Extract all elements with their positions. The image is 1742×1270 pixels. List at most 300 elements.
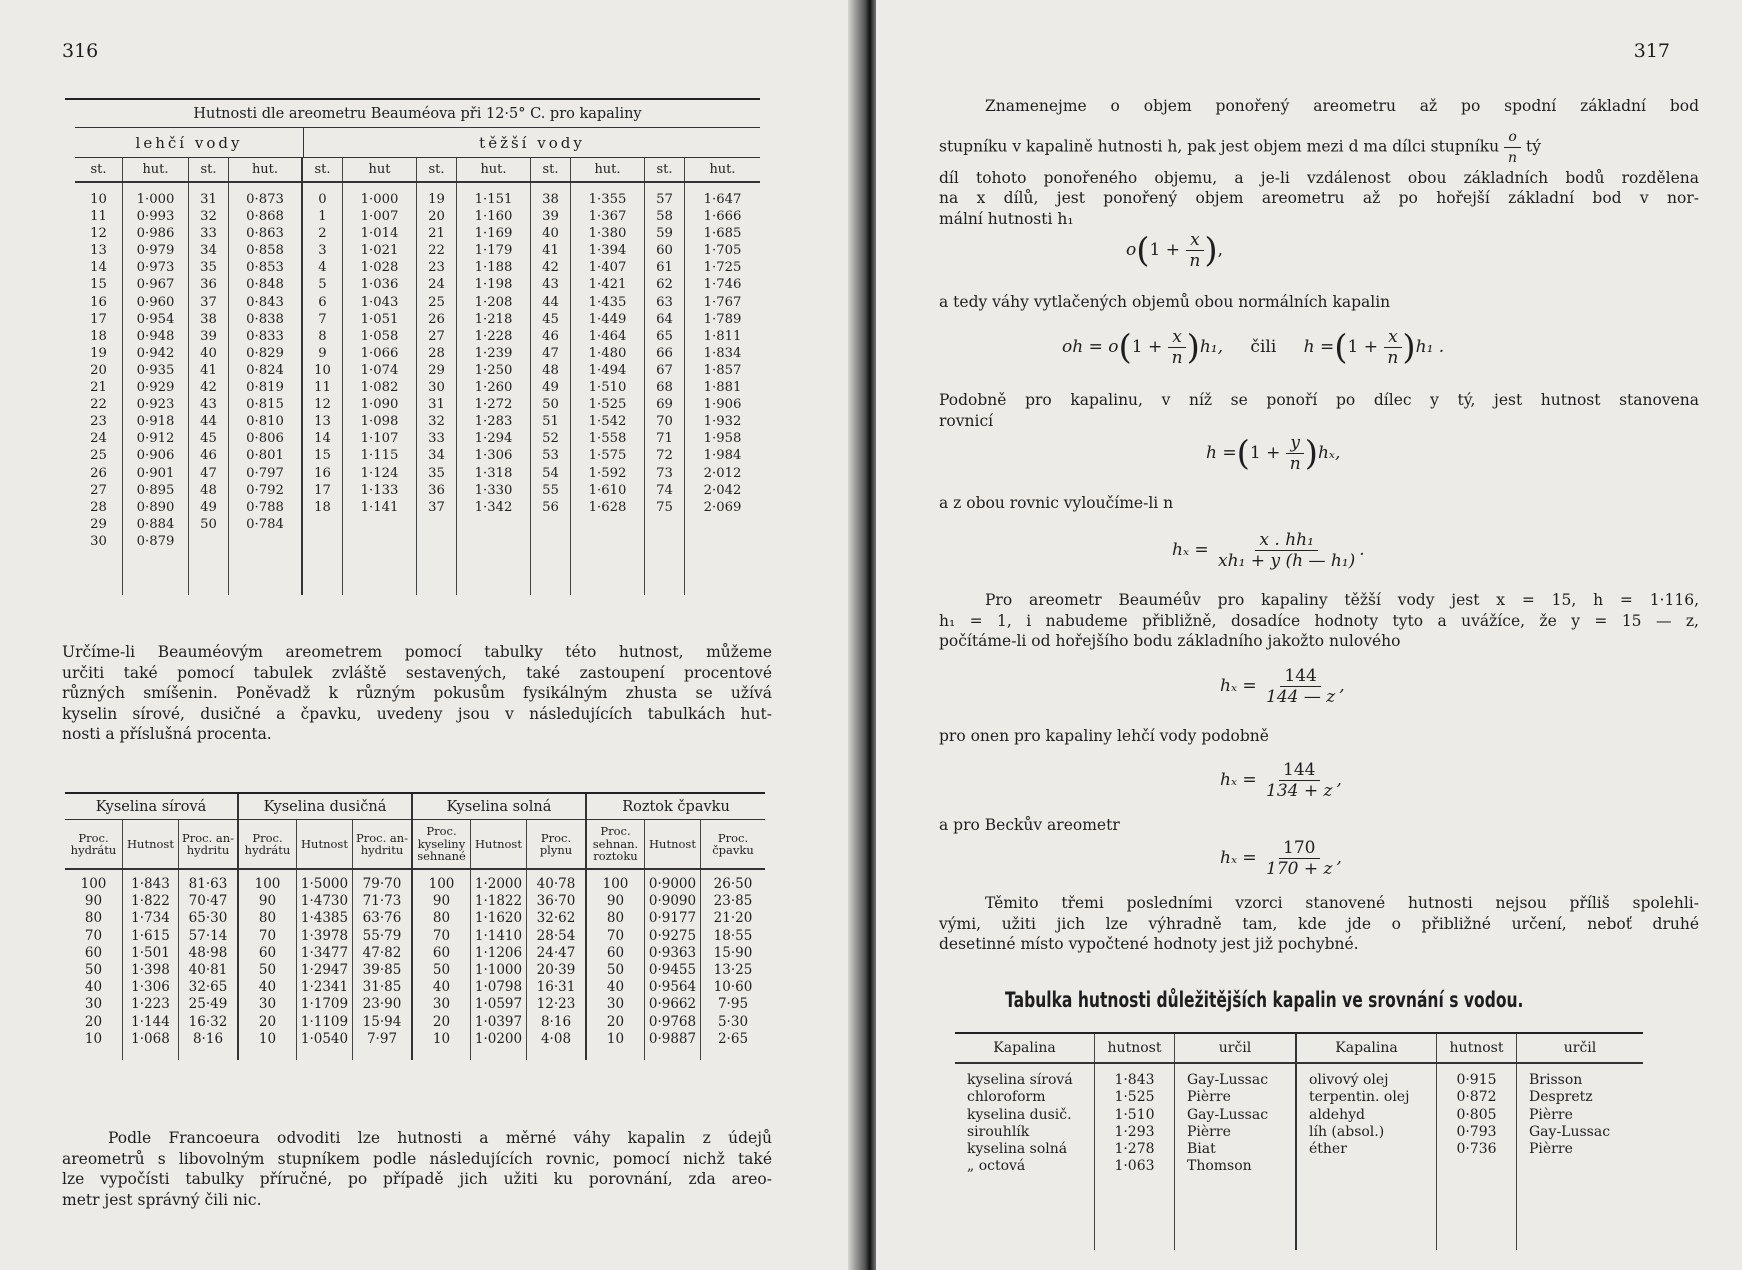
table-cell: 40·78: [536, 876, 576, 892]
table-cell: 1·1206: [474, 944, 523, 961]
column-header: Hutnost: [123, 820, 179, 868]
formula-3: h =(1 + $\frac{y}{n}$ )hₓ,: [1206, 433, 1341, 474]
table-cell: 23·85: [713, 893, 753, 910]
density-table: [65, 98, 760, 605]
table-column: [179, 870, 239, 1060]
column-header: Kapalina: [1297, 1034, 1437, 1062]
formula-4: [1172, 530, 1365, 571]
table-cell: 74: [656, 482, 673, 498]
table-cell: 0·863: [246, 226, 284, 242]
table-cell: 0·9662: [648, 996, 697, 1013]
table-cell: 1·068: [131, 1030, 170, 1047]
table-cell: 0·9363: [648, 944, 697, 961]
table-cell: 1·082: [360, 380, 399, 396]
table-cell: 1·464: [588, 328, 627, 344]
table-cell: 35: [200, 260, 217, 276]
table-cell: 62: [656, 277, 673, 293]
table-column: [645, 870, 701, 1060]
fraction-denominator: n: [1189, 251, 1201, 271]
table-column: [239, 870, 297, 1060]
table-cell: 0·793: [1456, 1123, 1497, 1140]
table-cell: 1·1000: [474, 962, 523, 979]
table-cell: „ octová: [967, 1158, 1026, 1175]
table-cell: 64: [656, 311, 673, 327]
table-cell: 90: [258, 893, 277, 910]
table-cell: 23·90: [362, 996, 402, 1013]
table-cell: 1·510: [588, 380, 627, 396]
table-cell: 36: [428, 482, 445, 498]
fraction-numerator: y: [1286, 433, 1304, 454]
table-cell: 1·179: [474, 243, 513, 259]
table-cell: 37: [428, 499, 445, 515]
table-cell: 16·32: [188, 1013, 228, 1030]
table-cell: 0·843: [246, 294, 284, 310]
formula-text: o: [1126, 240, 1137, 260]
table-cell: 1·272: [474, 397, 513, 413]
fraction-denominator: n: [1387, 348, 1399, 368]
table-cell: 1·058: [360, 328, 399, 344]
group-heavy: těžší vody: [479, 134, 585, 152]
formula-text: hₓ =: [1220, 676, 1257, 696]
table-cell: 40: [258, 979, 277, 996]
group-light: lehčí vody: [75, 128, 304, 157]
table-cell: 20·39: [536, 962, 576, 979]
table-cell: 38: [200, 311, 217, 327]
table-column: [123, 870, 179, 1060]
table-cell: 1·208: [474, 294, 513, 310]
table-cell: chloroform: [967, 1089, 1046, 1106]
text-line: Znamenejme o objem ponořený areometru až po spodní základní bod: [985, 97, 1699, 115]
table-cell: Despretz: [1529, 1089, 1593, 1106]
table-cell: Pièrre: [1187, 1123, 1231, 1140]
table-cell: 32·65: [188, 979, 228, 996]
table-cell: 36·70: [536, 893, 576, 910]
table-cell: 32: [428, 414, 445, 430]
table-cell: 1·007: [360, 209, 399, 225]
table-cell: 1·575: [588, 448, 627, 464]
table-cell: 81·63: [188, 876, 228, 892]
table-cell: 1·449: [588, 311, 627, 327]
table-cell: 4·08: [540, 1030, 572, 1047]
table-cell: 1·398: [131, 962, 170, 979]
table-cell: 0·9887: [648, 1030, 697, 1047]
table-cell: 70: [656, 414, 673, 430]
table-cell: 65·30: [188, 910, 228, 927]
table-cell: 51: [542, 414, 559, 430]
table-cell: 0·815: [246, 397, 284, 413]
fraction-denominator: n: [1171, 348, 1183, 368]
table-cell: 7·95: [717, 996, 749, 1013]
table-cell: 60: [432, 944, 451, 961]
text-line: a pro Beckův areometr: [939, 816, 1120, 834]
table-cell: 1·318: [474, 465, 513, 481]
fraction-denominator: 170 + z: [1266, 859, 1333, 879]
table-cell: 8: [318, 328, 327, 344]
table-cell: 15·90: [713, 944, 753, 961]
table-cell: 60: [606, 944, 625, 961]
column-header: st.: [75, 158, 123, 181]
column-header: Proc. čpavku: [712, 830, 754, 857]
table-cell: 72: [656, 448, 673, 464]
formula-5: [1220, 666, 1345, 707]
text-line: h₁ = 1, i nabudeme přibližně, dosadíce hodnoty tyto a uvážíce, že y = 15 — z,: [939, 611, 1699, 630]
table-cell: Gay-Lussac: [1187, 1106, 1269, 1123]
table-cell: 0·935: [136, 362, 175, 378]
text-line: určiti také pomocí tabulek zvláště sestavených, také zastoupení procentové: [62, 663, 772, 682]
table-cell: 1·480: [588, 345, 627, 361]
table-cell: 47: [200, 465, 217, 481]
table-cell: 34: [200, 243, 217, 259]
table-cell: 1·906: [703, 397, 742, 413]
table-column: [413, 870, 471, 1060]
fraction-numerator: x: [1186, 230, 1204, 251]
column-header: Proc. hydrátu: [65, 820, 123, 868]
table-cell: 1·294: [474, 431, 513, 447]
formula-text: h₁ .: [1415, 337, 1445, 357]
table-cell: 1·0597: [474, 996, 523, 1013]
table-cell: 1·000: [360, 192, 399, 207]
table-cell: 10·60: [713, 979, 753, 996]
table-cell: 1·278: [1114, 1141, 1155, 1158]
table-cell: 1·834: [703, 345, 742, 361]
text-weights: [939, 292, 1699, 313]
column-header: určil: [1563, 1040, 1597, 1056]
table-column: [471, 870, 527, 1060]
table-cell: 1·000: [136, 192, 175, 207]
table-cell: 0·810: [246, 414, 284, 430]
table-cell: 0·915: [1456, 1072, 1497, 1088]
table-cell: 30: [606, 996, 625, 1013]
table-cell: 1·394: [588, 243, 627, 259]
table-cell: 1·115: [360, 448, 399, 464]
table-cell: 22: [90, 397, 107, 413]
table-cell: 68: [656, 380, 673, 396]
table-cell: 15: [314, 448, 331, 464]
table-cell: 17: [90, 311, 107, 327]
column-header: Proc. plynu: [527, 820, 587, 868]
table-cell: 1·494: [588, 362, 627, 378]
table-column: [571, 183, 645, 595]
text-line: metr jest správný čili nic.: [62, 1190, 262, 1209]
table-cell: 1·421: [588, 277, 627, 293]
table-cell: 1·0200: [474, 1030, 523, 1047]
table-cell: 30: [432, 996, 451, 1013]
table-cell: 1·293: [1114, 1123, 1155, 1140]
table-cell: 0·853: [246, 260, 284, 276]
fraction-numerator: 144: [1280, 666, 1320, 687]
paragraph-intro: [939, 96, 1699, 229]
table-cell: 1·407: [588, 260, 627, 276]
table-cell: 1·1822: [474, 893, 523, 910]
table-cell: 63·76: [362, 910, 402, 927]
table-cell: 50: [542, 397, 559, 413]
table-cell: 1·734: [131, 910, 170, 927]
table-cell: 48·98: [188, 944, 228, 961]
table-cell: 90: [432, 893, 451, 910]
table-cell: 41: [200, 362, 217, 378]
group-nitric: Kyselina dusičná: [239, 794, 413, 819]
table-cell: 1·250: [474, 362, 513, 378]
column-header: st.: [189, 158, 229, 181]
column-header: Proc. kyseliny sehnané: [413, 820, 471, 868]
table-cell: 1·610: [588, 482, 627, 498]
table-cell: 1·218: [474, 311, 513, 327]
table-cell: 56: [542, 499, 559, 515]
fraction-numerator: o: [1504, 127, 1520, 148]
table-cell: 23: [428, 260, 445, 276]
table-cell: 20: [84, 1013, 103, 1030]
table-cell: 80: [258, 910, 277, 927]
table-cell: Pièrre: [1529, 1141, 1573, 1158]
table-cell: Biat: [1187, 1141, 1216, 1158]
table-cell: 0·9177: [648, 910, 697, 927]
column-header: Proc. an-hydritu: [179, 820, 239, 868]
table-cell: 47: [542, 345, 559, 361]
table-column: [587, 870, 645, 1060]
formula-text: h₁,: [1199, 337, 1224, 357]
table-cell: 0·967: [136, 277, 175, 293]
table-cell: 1·283: [474, 414, 513, 430]
table-cell: 0·833: [246, 328, 284, 344]
column-header: hut.: [123, 158, 189, 181]
table-cell: 30: [90, 533, 107, 549]
table-cell: 0·884: [136, 516, 175, 532]
text-line: areometrů s libovolným stupníkem podle následujících rovnic, pomocí nichž také: [62, 1149, 772, 1168]
table-cell: 15: [90, 277, 107, 293]
formula-text: .: [1359, 540, 1365, 560]
table-cell: 46: [542, 328, 559, 344]
table-cell: 32·62: [536, 910, 576, 927]
table-cell: 21·20: [713, 910, 753, 927]
formula-7: [1220, 838, 1342, 879]
table-cell: 13: [314, 414, 331, 430]
text-line: [939, 127, 1699, 168]
table-cell: 1·958: [703, 431, 742, 447]
table-cell: 37: [200, 294, 217, 310]
table-cell: 0·797: [246, 465, 284, 481]
table-cell: kyselina solná: [967, 1141, 1068, 1158]
table-cell: 0·805: [1456, 1106, 1497, 1123]
text-line: pro onen pro kapaliny lehčí vody podobně: [939, 727, 1269, 745]
table-cell: 1·647: [703, 192, 742, 207]
column-header: hut: [343, 158, 417, 181]
table-column: [1175, 1064, 1297, 1250]
table-cell: 58: [656, 209, 673, 225]
table-cell: 1·169: [474, 226, 513, 242]
fraction-denominator: xh₁ + y (h — h₁): [1218, 551, 1356, 571]
table-cell: 40: [84, 979, 103, 996]
table-cell: Brisson: [1529, 1072, 1583, 1088]
table-cell: 80: [606, 910, 625, 927]
fraction: [1262, 838, 1336, 879]
table-cell: 1·014: [360, 226, 399, 242]
column-header: Proc. an-hydritu: [353, 820, 413, 868]
table-cell: 79·70: [362, 876, 402, 892]
column-header: Proc. sehnan. roztoku: [587, 820, 645, 868]
column-header: hut.: [709, 162, 736, 177]
table-cell: 34: [428, 448, 445, 464]
column-header: Kapalina: [955, 1034, 1095, 1062]
table-cell: 20: [90, 362, 107, 378]
table-cell: 0·792: [246, 482, 284, 498]
table-cell: 1·188: [474, 260, 513, 276]
table-cell: 67: [656, 362, 673, 378]
table-cell: 0·868: [246, 209, 284, 225]
density-table-title: Hutnosti dle areometru Beauméova při 12·5° C. pro kapaliny: [75, 100, 760, 128]
table-cell: 61: [656, 260, 673, 276]
acid-table-body: [65, 870, 765, 1060]
table-cell: 1·746: [703, 277, 742, 293]
text-line: Pro areometr Beauméův pro kapaliny těžší vody jest x = 15, h = 1·116,: [985, 591, 1699, 609]
column-header: určil: [1175, 1034, 1297, 1062]
table-cell: 11: [90, 209, 107, 225]
table-cell: 26: [90, 465, 107, 481]
table-cell: 2·65: [717, 1030, 749, 1047]
table-cell: 0·824: [246, 362, 284, 378]
table-cell: 1·0397: [474, 1013, 523, 1030]
table-cell: 10: [606, 1030, 625, 1047]
formula-text: ,: [1336, 848, 1342, 868]
table-cell: 1·306: [474, 448, 513, 464]
table-cell: 14: [90, 260, 107, 276]
table-cell: 10: [432, 1030, 451, 1047]
table-cell: 10: [84, 1030, 103, 1047]
text-line: nosti a příslušná procenta.: [62, 725, 272, 743]
paragraph-similar: [939, 390, 1699, 431]
table-cell: 4: [318, 260, 327, 276]
table-cell: 1·107: [360, 431, 399, 447]
table-column: [353, 870, 413, 1060]
formula-text: ,: [1336, 770, 1342, 790]
table-cell: 1·510: [1114, 1106, 1155, 1123]
table-cell: 24: [90, 431, 107, 447]
density-table-groups: [75, 128, 760, 158]
table-cell: 0·979: [136, 243, 175, 259]
table-cell: 1·151: [474, 192, 513, 207]
table-cell: 1·355: [588, 192, 627, 207]
formula-text: hₓ =: [1220, 848, 1257, 868]
table-cell: 1·857: [703, 362, 742, 378]
table-cell: 38: [542, 192, 559, 207]
table-cell: 100: [80, 876, 107, 892]
table-cell: Thomson: [1187, 1158, 1252, 1175]
table-cell: 1·0540: [300, 1030, 349, 1047]
table-cell: 2·069: [703, 499, 742, 515]
table-cell: 30: [84, 996, 103, 1013]
table-cell: 0: [318, 192, 327, 207]
table-cell: 47·82: [362, 944, 402, 961]
fraction-denominator: 144 — z: [1266, 687, 1336, 707]
table-cell: 25: [428, 294, 445, 310]
table-cell: éther: [1309, 1141, 1347, 1158]
table-cell: 60: [656, 243, 673, 259]
table-cell: 1·628: [588, 499, 627, 515]
page-number-right: 317: [1633, 40, 1670, 62]
table-cell: 28·54: [536, 927, 576, 944]
column-header: Hutnost: [471, 820, 527, 868]
text-line: a z obou rovnic vyloučíme-li n: [939, 494, 1174, 512]
table-cell: 36: [200, 277, 217, 293]
table-cell: 1·043: [360, 294, 399, 310]
table-cell: 18: [314, 499, 331, 515]
table-cell: 0·986: [136, 226, 175, 242]
table-cell: 54: [542, 465, 559, 481]
table-cell: 17: [314, 482, 331, 498]
formula-text: hₓ =: [1220, 770, 1257, 790]
table-column: [75, 183, 123, 595]
table-cell: 1·725: [703, 260, 742, 276]
formula-text: oh = o: [1062, 337, 1119, 357]
table-cell: 28: [90, 499, 107, 515]
table-column: [123, 183, 189, 595]
table-cell: 48: [542, 362, 559, 378]
formula-6: [1220, 760, 1342, 801]
table-column: [65, 870, 123, 1060]
table-cell: 21: [90, 380, 107, 396]
table-cell: 0·895: [136, 482, 175, 498]
table-cell: Gay-Lussac: [1187, 1072, 1269, 1088]
column-header: hut.: [457, 158, 531, 181]
table-cell: 1·330: [474, 482, 513, 498]
table-column: [297, 870, 353, 1060]
text-line: lze vypočísti tabulky příručné, po případě jich užiti ku porovnání, zda areo-: [62, 1170, 772, 1188]
table-cell: 1·239: [474, 345, 513, 361]
table-cell: 0·973: [136, 260, 175, 276]
table-cell: 45: [200, 431, 217, 447]
table-cell: 0·848: [246, 277, 284, 293]
table-cell: 55·79: [362, 927, 402, 944]
table-cell: 1·160: [474, 209, 513, 225]
paragraph-baume: [939, 590, 1699, 652]
fraction: [1286, 433, 1305, 474]
table-cell: 0·819: [246, 380, 284, 396]
table-cell: 39: [542, 209, 559, 225]
table-cell: 80: [432, 910, 451, 927]
table-cell: 1·1109: [300, 1013, 349, 1030]
text-beck: [939, 815, 1699, 836]
table-cell: 1·1709: [300, 996, 349, 1013]
text-line: kyselin sírové, dusičné a čpavku, uvedeny jsou v následujících tabulkách hut-: [62, 704, 772, 723]
table-cell: 22: [428, 243, 445, 259]
table-cell: 1·501: [131, 944, 170, 961]
column-header: st.: [645, 158, 685, 181]
left-page: [0, 0, 862, 1270]
table-cell: 1·036: [360, 277, 399, 293]
table-cell: 0·954: [136, 311, 175, 327]
table-cell: 1·4730: [300, 893, 349, 910]
table-cell: 0·9564: [648, 979, 697, 996]
table-cell: 1·558: [588, 431, 627, 447]
table-cell: Pièrre: [1529, 1106, 1573, 1123]
formula-1: o(1 + $\frac{x}{n}$ ),: [1126, 230, 1224, 271]
formula-2: oh = o(1 + $\frac{x}{n}$ )h₁, čili h =(1 + $\frac{x}{n}$ )h₁ .: [1062, 327, 1445, 368]
table-cell: 1·074: [360, 362, 399, 378]
table-cell: 30: [428, 380, 445, 396]
table-cell: 48: [200, 482, 217, 498]
column-header: st.: [417, 158, 457, 181]
table-cell: 15·94: [362, 1013, 402, 1030]
table-cell: 11: [314, 380, 331, 396]
text-line: různých smíšenin. Poněvadž k různým pokusům fysikálným zhusta se užívá: [62, 684, 772, 702]
table-cell: 20: [258, 1013, 277, 1030]
table-column: [1297, 1064, 1437, 1250]
table-cell: 1·705: [703, 243, 742, 259]
table-cell: terpentin. olej: [1309, 1089, 1410, 1106]
table-column: [1517, 1064, 1643, 1250]
fraction: [1383, 327, 1402, 368]
table-cell: 27: [90, 482, 107, 498]
table-cell: 50: [84, 962, 103, 979]
